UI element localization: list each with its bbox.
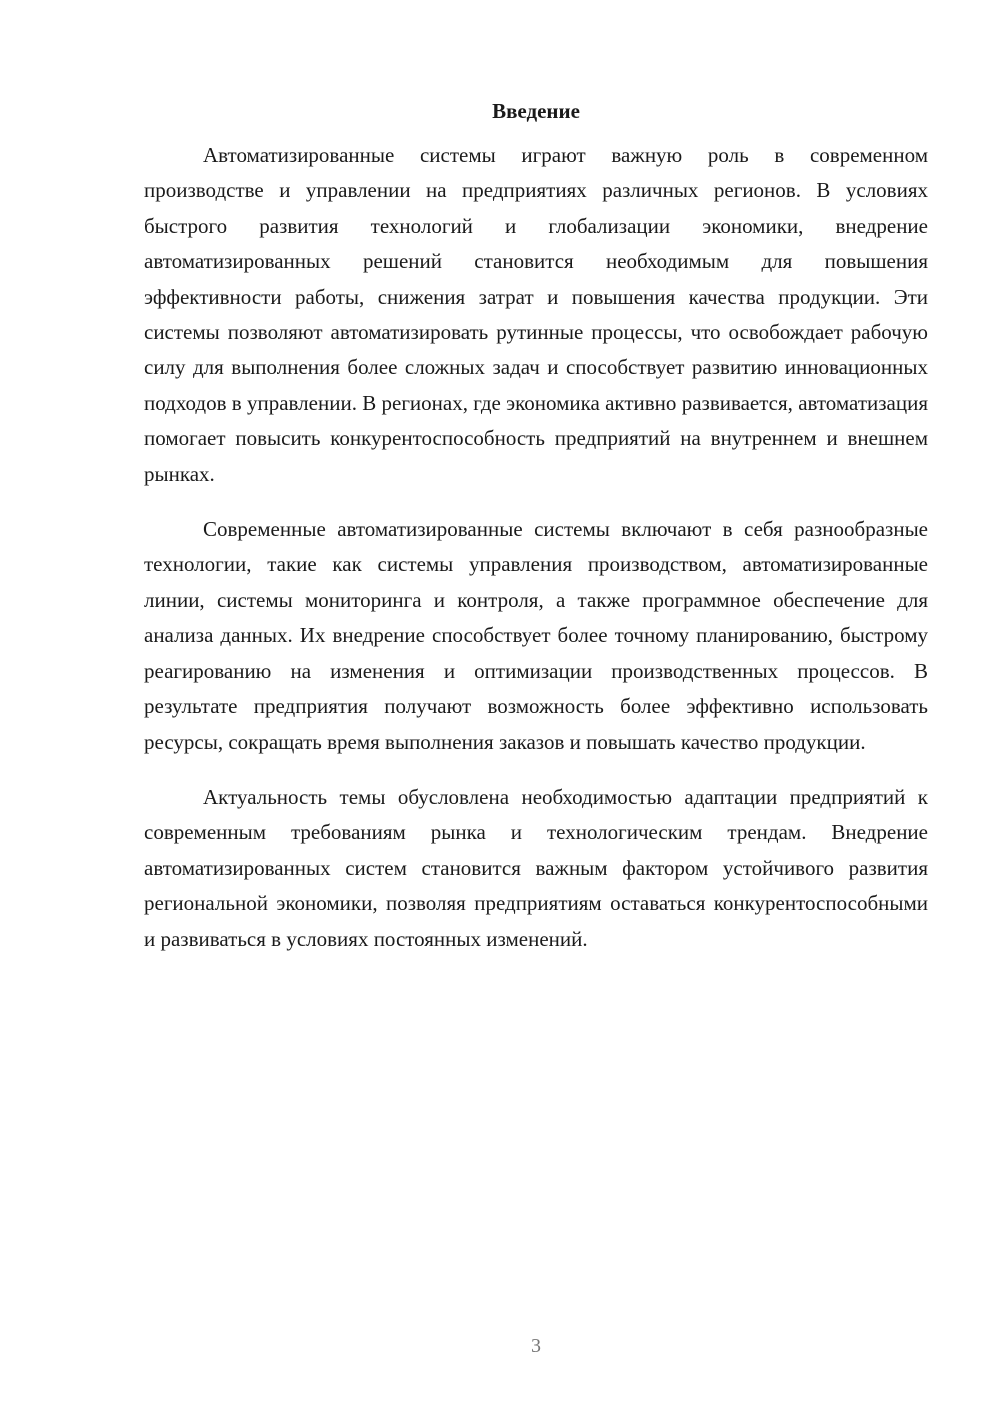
paragraph-2: Современные автоматизированные системы включают в себя разнообразные технологии, такие как системы управления производством, автоматизированные линии, системы мониторинга и контроля, а также программное обеспечение для анализа данных. Их внедрение способствует более точному планированию, быстрому реагированию на изменения и оптимизации производственных процессов. В результате предприятия получают возможность более эффективно использовать ресурсы, сокращать время выполнения заказов и повышать качество продукции. xyxy=(144,517,928,754)
paragraph-1: Автоматизированные системы играют важную роль в современном производстве и управлении на предприятиях различных регионов. В условиях быстрого развития технологий и глобализации экономики, внедрение автоматизированных решений становится необходимым для повышения эффективности работы, снижения затрат и повышения качества продукции. Эти системы позволяют автоматизировать рутинные процессы, что освобождает рабочую силу для выполнения более сложных задач и способствует развитию инновационных подходов в управлении. В регионах, где экономика активно развивается, автоматизация помогает повысить конкурентоспособность предприятий на внутреннем и внешнем рынках. xyxy=(144,143,928,486)
paragraph-3: Актуальность темы обусловлена необходимостью адаптации предприятий к современным требованиям рынка и технологическим трендам. Внедрение автоматизированных систем становится важным фактором устойчивого развития региональной экономики, позволяя предприятиям оставаться конкурентоспособными и развиваться в условиях постоянных изменений. xyxy=(144,784,928,951)
page-number: 3 xyxy=(531,1335,541,1357)
page-content xyxy=(144,95,928,977)
section-title: Введение xyxy=(492,99,580,123)
